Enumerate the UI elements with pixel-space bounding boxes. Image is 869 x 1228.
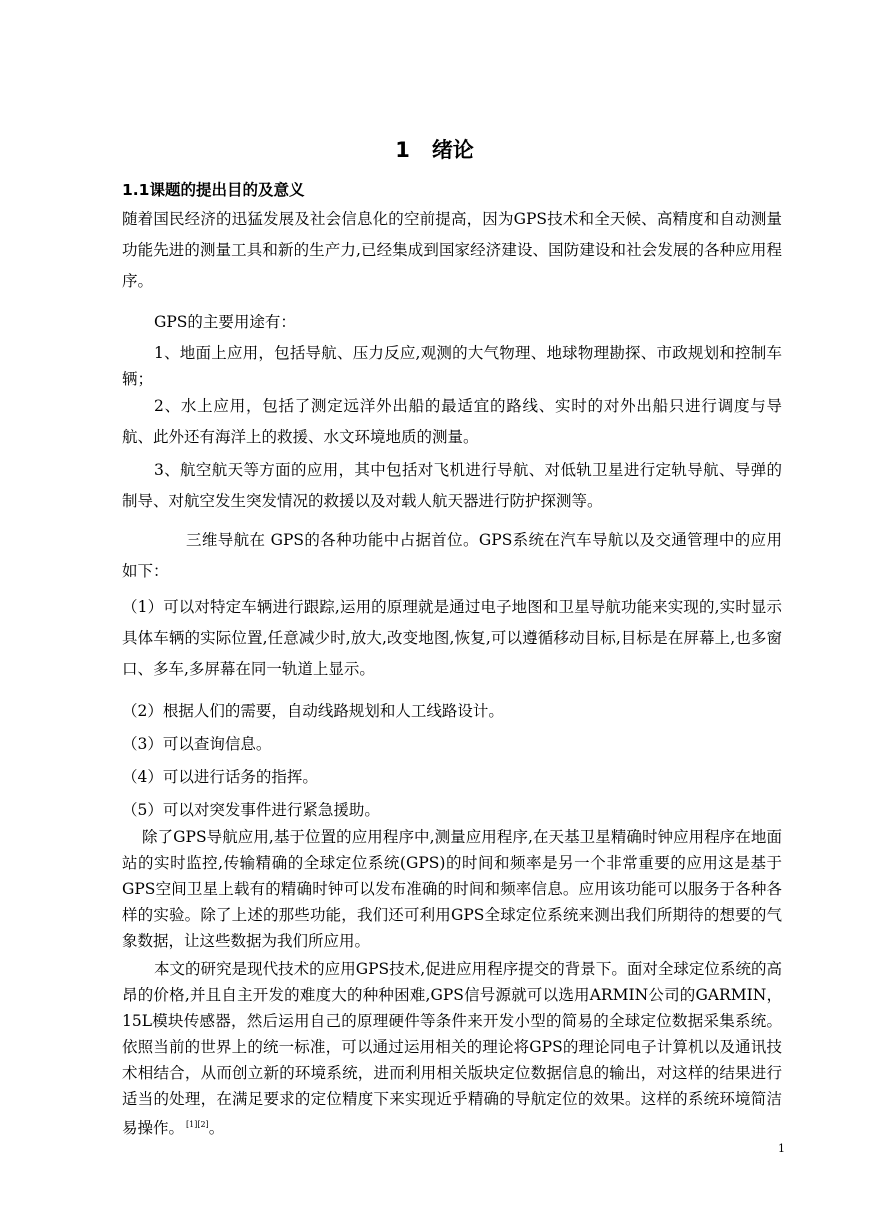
use-item-2: 2、水上应用，包括了测定远洋外出船的最适宜的路线、实时的对外出船只进行调度与导航、此外还有海洋上的救援、水文环境地质的测量。 [122, 397, 782, 446]
section-title: 1.1课题的提出目的及意义 [122, 181, 305, 199]
use-item-1: 1、地面上应用，包括导航、压力反应,观测的大气物理、地球物理勘探、市政规划和控制车辆； [122, 344, 782, 388]
page-number: 1 [778, 1142, 785, 1155]
use-item-3: 3、航空航天等方面的应用，其中包括对飞机进行导航、对低轨卫星进行定轨导航、导弹的制导、对航空发生突发情况的救援以及对载人航天器进行防护探测等。 [122, 461, 782, 510]
nav-item-5: （5）可以对突发事件进行紧急援助。 [122, 801, 380, 819]
research-paragraph-text: 本文的研究是现代技术的应用GPS技术,促进应用程序提交的背景下。面对全球定位系统的高昂的价格,并且自主开发的难度大的种种困难,GPS信号源就可以选用ARMIN公司的GARMIN，15L模块传感器，然后运用自己的原理硬件等条件来开发小型的简易的全球定位数据采集系统。依照当前的世界上的统一标准，可以通过运用相关的理论将GPS的理论同电子计算机以及通讯技术相结合，从而创立新的环境系统，进而利用相关版块定位数据信息的输出，对这样的结果进行适当的处理，在满足要求的定位精度下来实现近乎精确的导航定位的效果。这样的系统环境简洁易操作。 [122, 960, 782, 1138]
chapter-number: 1 [395, 138, 410, 162]
research-paragraph [122, 956, 782, 1141]
nav-item-1: （1）可以对特定车辆进行跟踪,运用的原理就是通过电子地图和卫星导航功能来实现的,实时显示具体车辆的实际位置,任意减少时,放大,改变地图,恢复,可以遵循移动目标,目标是在屏幕上,也多窗口、多车,多屏幕在同一轨道上显示。 [122, 598, 782, 678]
timing-paragraph: 除了GPS导航应用,基于位置的应用程序中,测量应用程序,在天基卫星精确时钟应用程序在地面站的实时监控,传输精确的全球定位系统(GPS)的时间和频率是另一个非常重要的应用这是基于GPS空间卫星上载有的精确时钟可以发布准确的时间和频率信息。应用该功能可以服务于各种各样的实验。除了上述的那些功能，我们还可利用GPS全球定位系统来测出我们所期待的想要的气象数据，让这些数据为我们所应用。 [122, 828, 782, 950]
nav-item-4: （4）可以进行话务的指挥。 [122, 768, 318, 786]
nav-intro-paragraph: 三维导航在 GPS的各种功能中占据首位。GPS系统在汽车导航以及交通管理中的应用如下： [122, 531, 782, 580]
chapter-title-text: 绪论 [431, 138, 474, 162]
gps-uses-heading: GPS的主要用途有： [154, 313, 296, 331]
nav-item-2: （2）根据人们的需要，自动线路规划和人工线路设计。 [122, 702, 504, 720]
intro-paragraph: 随着国民经济的迅猛发展及社会信息化的空前提高，因为GPS技术和全天候、高精度和自动测量功能先进的测量工具和新的生产力,已经集成到国家经济建设、国防建设和社会发展的各种应用程序。 [122, 210, 782, 290]
chapter-title [0, 134, 869, 164]
nav-item-3: （3）可以查询信息。 [122, 735, 272, 753]
closing-mark: 。 [208, 1119, 225, 1138]
citation-marker: [1][2] [186, 1120, 209, 1129]
